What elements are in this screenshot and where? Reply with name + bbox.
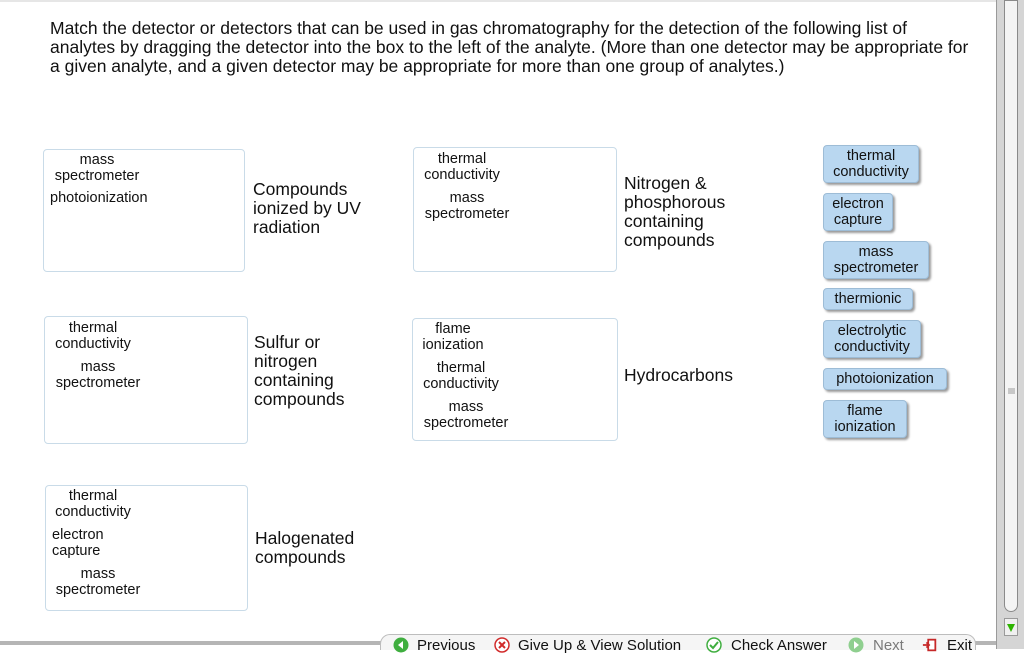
exit-door-icon (922, 637, 938, 653)
chip-electron-capture[interactable]: electron capture (823, 193, 893, 231)
placed-detector-thermal-conductivity[interactable]: thermal conductivity (55, 320, 131, 352)
check-answer-icon (706, 637, 722, 653)
down-arrow-icon (1007, 624, 1015, 632)
previous-arrow-icon (393, 637, 409, 653)
previous-button[interactable]: Previous (417, 637, 476, 654)
placed-detector-thermal-conductivity[interactable]: thermal conductivity (55, 488, 131, 520)
analyte-halogenated: Halogenated compounds (255, 528, 355, 567)
next-button[interactable]: Next (873, 637, 904, 654)
chip-thermionic[interactable]: thermionic (823, 288, 913, 310)
give-up-x-icon (494, 637, 510, 653)
analyte-sulfur-nitrogen: Sulfur or nitrogen containing compounds (254, 332, 345, 409)
scrollbar-grip-icon (1008, 388, 1015, 394)
placed-detector-photoionization[interactable]: photoionization (50, 190, 148, 206)
analyte-hydrocarbons: Hydrocarbons (624, 365, 733, 385)
placed-detector-mass-spectrometer[interactable]: mass spectrometer (55, 359, 141, 391)
chip-flame-ionization[interactable]: flame ionization (823, 400, 907, 438)
chip-mass-spectrometer[interactable]: mass spectrometer (823, 241, 929, 279)
chip-photoionization[interactable]: photoionization (823, 368, 947, 390)
scroll-down-button[interactable] (1004, 618, 1018, 636)
next-arrow-icon (848, 637, 864, 653)
chip-electrolytic-conductivity[interactable]: electrolytic conductivity (823, 320, 921, 358)
placed-detector-mass-spectrometer[interactable]: mass spectrometer (423, 399, 509, 431)
analyte-nitrogen-phosphorous: Nitrogen & phosphorous containing compounds (624, 173, 726, 250)
placed-detector-thermal-conductivity[interactable]: thermal conductivity (424, 151, 500, 183)
instructions-text: Match the detector or detectors that can be used in gas chromatography for the detection of the following list of analytes by dragging the detector into the box to the left of the analyte. (More than one detector may be appropriate for a given analyte, and a given detector may be appropriate for more than one group of analytes.) (50, 18, 969, 76)
top-divider (0, 0, 996, 2)
scrollbar-thumb[interactable] (1004, 0, 1018, 612)
placed-detector-mass-spectrometer[interactable]: mass spectrometer (54, 152, 140, 184)
placed-detector-thermal-conductivity[interactable]: thermal conductivity (423, 360, 499, 392)
give-up-button[interactable]: Give Up & View Solution (518, 637, 682, 654)
check-answer-button[interactable]: Check Answer (731, 637, 827, 654)
exit-button[interactable]: Exit (947, 637, 973, 654)
placed-detector-flame-ionization[interactable]: flame ionization (422, 321, 484, 353)
placed-detector-electron-capture[interactable]: electron capture (52, 527, 104, 559)
placed-detector-mass-spectrometer[interactable]: mass spectrometer (424, 190, 510, 222)
chip-thermal-conductivity[interactable]: thermal conductivity (823, 145, 919, 183)
placed-detector-mass-spectrometer[interactable]: mass spectrometer (55, 566, 141, 598)
navbar-left-rule (0, 641, 385, 645)
analyte-uv-ionized: Compounds ionized by UV radiation (253, 179, 361, 237)
